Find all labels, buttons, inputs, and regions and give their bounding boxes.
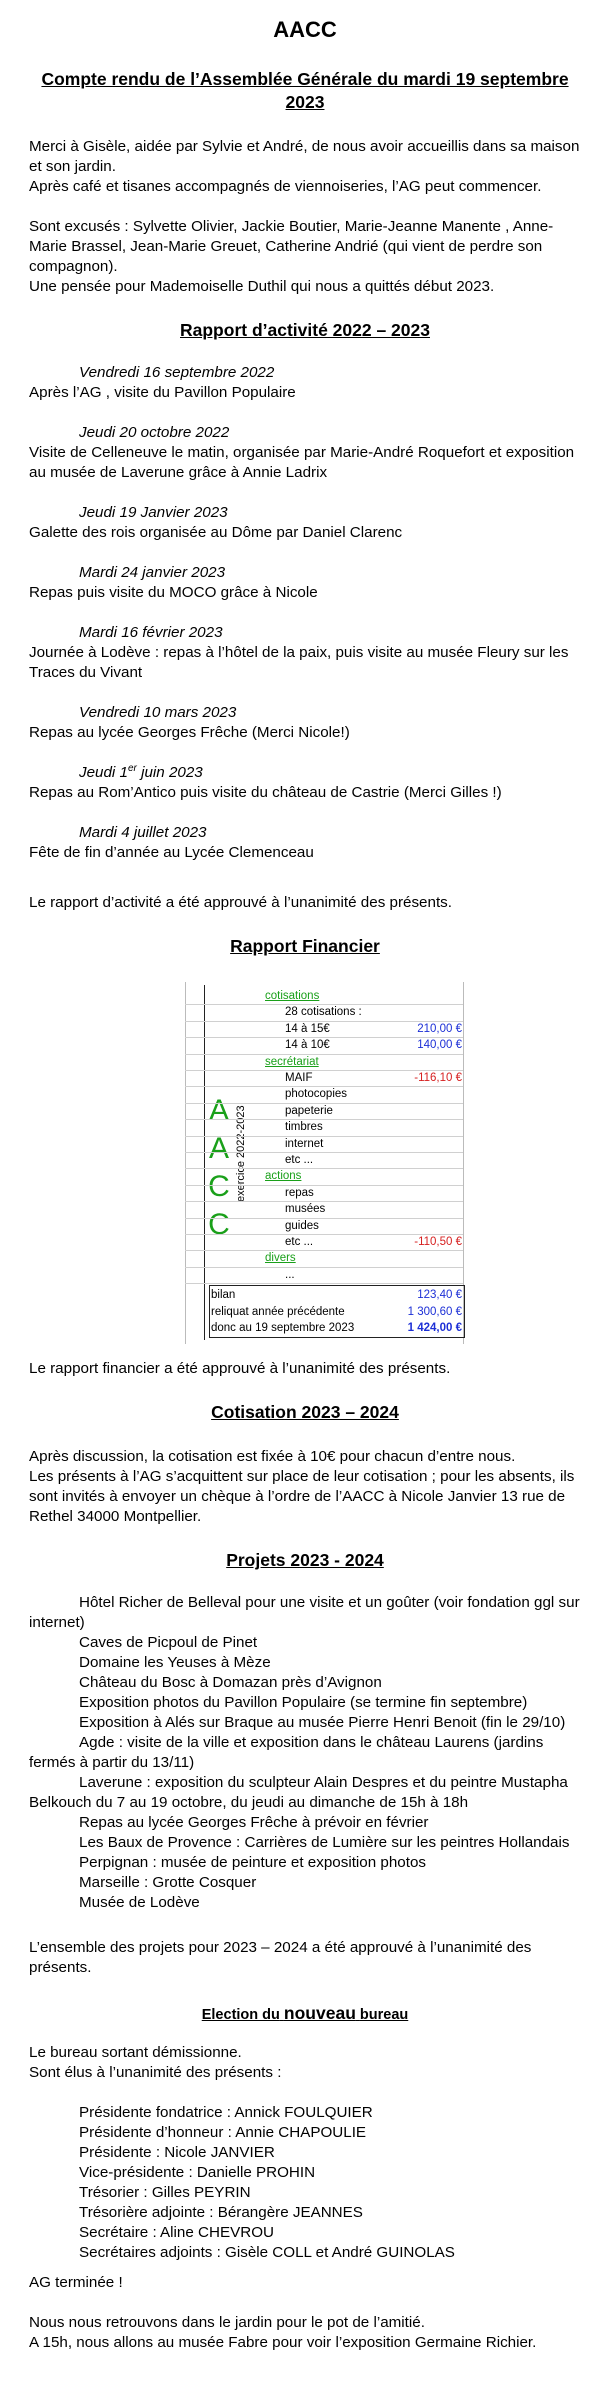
table-row-label: etc ... (285, 1236, 314, 1248)
table-row-amount: -116,10 € (414, 1072, 462, 1084)
table-left-border (204, 985, 205, 1340)
activity-date: Vendredi 10 mars 2023 (79, 704, 237, 721)
activity-text: Après l’AG , visite du Pavillon Populaire (29, 384, 296, 401)
table-row-label: photocopies (285, 1088, 348, 1101)
project-item: Musée de Lodève (79, 1894, 200, 1911)
activity-text: Repas au lycée Georges Frêche (Merci Nicole!) (29, 724, 350, 741)
bureau-member: Présidente d’honneur : Annie CHAPOULIE (79, 2124, 367, 2141)
table-row-label: etc ... (285, 1154, 314, 1166)
activity-date: Mardi 24 janvier 2023 (79, 564, 226, 581)
table-gridline (185, 1283, 463, 1284)
project-item: Laverune : exposition du sculpteur Alain Despres et du peintre Mustapha Belkouch du 7 au 19 octobre, du jeudi au dimanche de 15h à 18h (29, 1774, 568, 1811)
project-item: Les Baux de Provence : Carrières de Lumière sur les peintres Hollandais (79, 1834, 570, 1851)
table-gridline (185, 1136, 463, 1137)
table-row-label: ... (285, 1268, 295, 1281)
table-total-amount: 123,40 € (417, 1289, 462, 1302)
table-gridline (185, 1267, 463, 1268)
intro-thanks: Merci à Gisèle, aidée par Sylvie et André, de nous avoir accueillis dans sa maison et son jardin. (29, 138, 580, 175)
document-subtitle: Compte rendu de l’Assemblée Générale du mardi 19 septembre 2023 (41, 69, 569, 112)
table-gridline (185, 1119, 463, 1120)
table-row-label: timbres (285, 1121, 323, 1134)
table-row-amount: 210,00 € (417, 1022, 462, 1035)
activity-date: Mardi 4 juillet 2023 (79, 824, 207, 841)
activity-date: Jeudi 1er juin 2023 (79, 762, 203, 781)
activity-text: Repas puis visite du MOCO grâce à Nicole (29, 584, 318, 601)
bureau-elected: Sont élus à l’unanimité des présents : (29, 2064, 282, 2081)
bureau-heading-b: nouveau (283, 2003, 356, 2023)
table-row-label: papeterie (285, 1104, 333, 1117)
bureau-member: Vice-présidente : Danielle PROHIN (79, 2164, 316, 2181)
table-gridline (185, 1218, 463, 1219)
totals-box (209, 1285, 465, 1338)
activity-text: Repas au Rom’Antico puis visite du château de Castrie (Merci Gilles !) (29, 784, 502, 801)
bureau-heading-c: bureau (359, 2007, 409, 2023)
financial-approval: Le rapport financier a été approuvé à l’unanimité des présents. (29, 1360, 451, 1377)
intro-pensee: Une pensée pour Mademoiselle Duthil qui nous a quittés début 2023. (29, 278, 495, 295)
bureau-member: Présidente : Nicole JANVIER (79, 2144, 275, 2161)
project-item: Exposition à Alés sur Braque au musée Pierre Henri Benoit (fin le 29/10) (79, 1714, 566, 1731)
table-row-label: repas (285, 1186, 314, 1199)
bureau-member: Présidente fondatrice : Annick FOULQUIER (79, 2104, 373, 2121)
exercice-label: exercice 2022-2023 (235, 1105, 247, 1202)
project-item: Marseille : Grotte Cosquer (79, 1874, 257, 1891)
table-gridline (185, 1250, 463, 1251)
bureau-heading (29, 2003, 581, 2025)
activity-text: Journée à Lodève : repas à l’hôtel de la paix, puis visite au musée Fleury sur les Traces du Vivant (29, 644, 569, 681)
bureau-heading-a: Election du (201, 2007, 280, 2023)
financial-heading: Rapport Financier (230, 936, 380, 956)
intro-excuses: Sont excusés : Sylvette Olivier, Jackie Boutier, Marie-Jeanne Manente , Anne-Marie Brassel, Jean-Marie Greuet, Catherine Andrié (qui vient de perdre son compagnon). (29, 218, 554, 275)
table-row-amount: 140,00 € (417, 1039, 462, 1052)
table-row-label: 14 à 10€ (285, 1039, 330, 1052)
activity-date: Mardi 16 février 2023 (79, 624, 223, 641)
table-row-label: MAIF (285, 1072, 313, 1084)
table-gridline (185, 1185, 463, 1186)
bureau-member: Trésorière adjointe : Bérangère JEANNES (79, 2204, 363, 2221)
table-total-label: bilan (211, 1289, 236, 1302)
table-gridline (185, 1054, 463, 1055)
project-item: Château du Bosc à Domazan près d’Avignon (79, 1674, 382, 1691)
cotisation-amount: Après discussion, la cotisation est fixée à 10€ pour chacun d’entre nous. (29, 1448, 516, 1465)
project-item: Perpignan : musée de peinture et exposition photos (79, 1854, 427, 1871)
table-total-label: reliquat année précédente (211, 1305, 345, 1318)
intro-start: Après café et tisanes accompagnés de viennoiseries, l’AG peut commencer. (29, 178, 542, 195)
table-row-label: divers (265, 1252, 296, 1265)
activity-text: Fête de fin d’année au Lycée Clemenceau (29, 844, 314, 861)
financial-table (177, 982, 465, 1344)
project-item: Caves de Picpoul de Pinet (79, 1634, 258, 1651)
table-row-label: cotisations (265, 990, 320, 1002)
closing-end: AG terminée ! (29, 2274, 123, 2291)
table-row-label: musées (285, 1203, 326, 1216)
bureau-resign: Le bureau sortant démissionne. (29, 2044, 242, 2061)
project-item: Exposition photos du Pavillon Populaire (se termine fin septembre) (79, 1694, 528, 1711)
project-item: Agde : visite de la ville et exposition dans le château Laurens (jardins fermés à partir du 13/11) (29, 1734, 544, 1771)
table-total-amount: 1 300,60 € (407, 1305, 462, 1318)
activity-approval: Le rapport d’activité a été approuvé à l’unanimité des présents. (29, 894, 452, 911)
table-total-amount: 1 424,00 € (407, 1322, 462, 1334)
activity-date: Jeudi 19 Janvier 2023 (79, 504, 228, 521)
activity-text: Galette des rois organisée au Dôme par Daniel Clarenc (29, 524, 403, 541)
table-row-label: guides (285, 1219, 319, 1232)
table-gridline (185, 1168, 463, 1169)
activity-date: Vendredi 16 septembre 2022 (79, 364, 275, 381)
projects-approval: L’ensemble des projets pour 2023 – 2024 a été approuvé à l’unanimité des présents. (29, 1939, 532, 1976)
project-item: Domaine les Yeuses à Mèze (79, 1654, 271, 1671)
project-item: Hôtel Richer de Belleval pour une visite et un goûter (voir fondation ggl sur internet) (29, 1594, 580, 1631)
bureau-member: Trésorier : Gilles PEYRIN (79, 2184, 251, 2201)
table-total-label: donc au 19 septembre 2023 (211, 1322, 355, 1334)
project-item: Repas au lycée Georges Frêche à prévoir en février (79, 1814, 429, 1831)
activity-heading: Rapport d’activité 2022 – 2023 (180, 320, 430, 340)
cotisation-payment: Les présents à l’AG s’acquittent sur place de leur cotisation ; pour les absents, ils sont invités à envoyer un chèque à l’ordre de l’AACC à Nicole Janvier 13 rue de Rethel 34000 Montpellier. (29, 1468, 575, 1525)
table-row-label: actions (265, 1170, 302, 1183)
closing-pot: Nous nous retrouvons dans le jardin pour le pot de l’amitié. (29, 2314, 425, 2331)
table-row-label: 14 à 15€ (285, 1022, 330, 1035)
table-row-label: internet (285, 1137, 324, 1150)
cotisation-heading: Cotisation 2023 – 2024 (211, 1402, 399, 1422)
projects-heading: Projets 2023 - 2024 (226, 1550, 384, 1570)
table-gridline (185, 1152, 463, 1153)
table-row-label: 28 cotisations : (285, 1006, 362, 1019)
table-row-label: secrétariat (265, 1055, 319, 1068)
table-row-amount: -110,50 € (414, 1236, 462, 1248)
bureau-member: Secrétaires adjoints : Gisèle COLL et André GUINOLAS (79, 2244, 455, 2261)
activity-text: Visite de Celleneuve le matin, organisée par Marie-André Roquefort et exposition au musée de Laverune grâce à Annie Ladrix (29, 444, 575, 481)
closing-museum: A 15h, nous allons au musée Fabre pour voir l’exposition Germaine Richier. (29, 2334, 537, 2351)
bureau-member: Secrétaire : Aline CHEVROU (79, 2224, 274, 2241)
aacc-logo-text: A A C C (208, 1094, 230, 1241)
activity-date: Jeudi 20 octobre 2022 (79, 424, 230, 441)
document-title: AACC (273, 17, 337, 42)
